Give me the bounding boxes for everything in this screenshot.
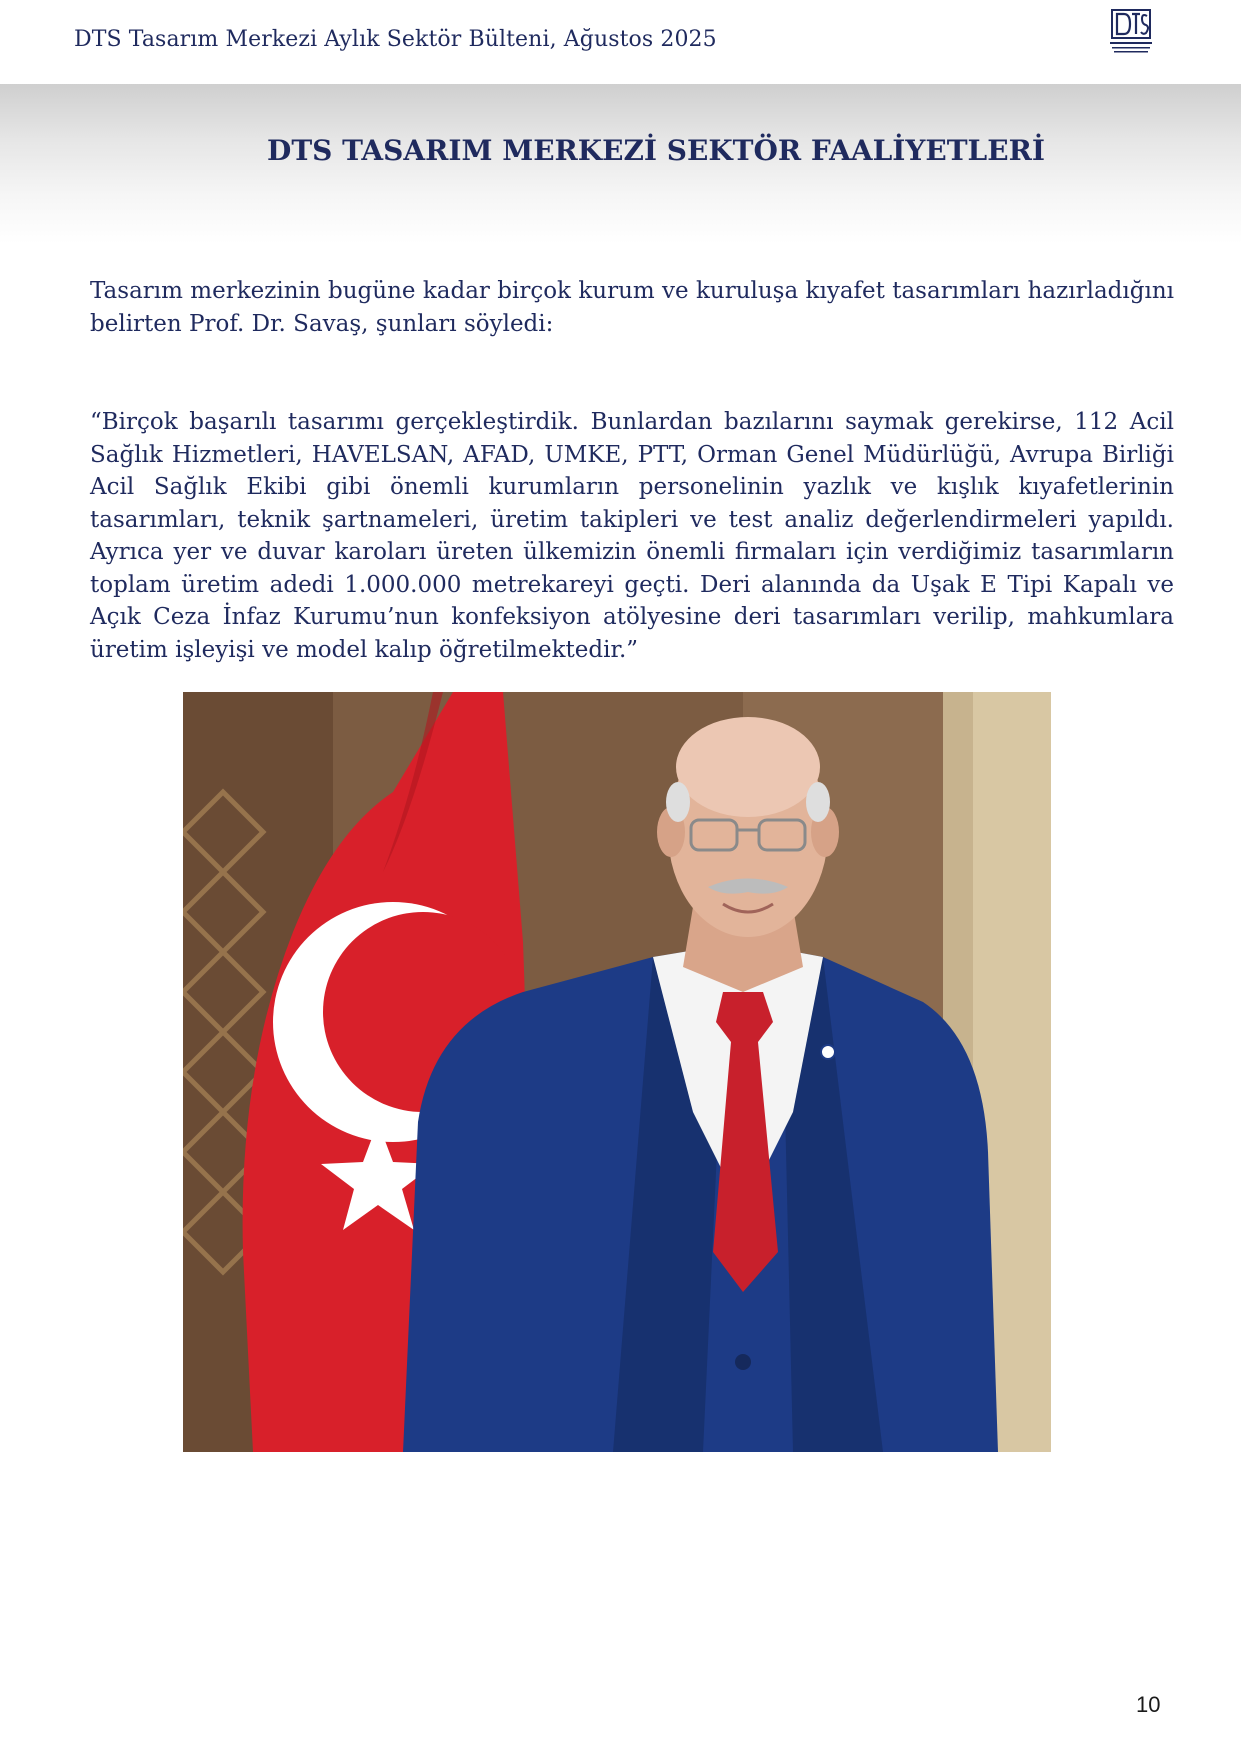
dts-logo-icon xyxy=(1106,8,1156,56)
page-number: 10 xyxy=(1136,1692,1161,1717)
portrait-illustration xyxy=(183,692,1051,1452)
quote-paragraph: “Birçok başarılı tasarımı gerçekleştirdik. Bunlardan bazılarını saymak gerekirse, 112 Acil Sağlık Hizmetleri, HAVELSAN, AFAD, UMKE, PTT, Orman Genel Müdürlüğü, Avrupa Birliği Acil Sağlık Ekibi gibi önemli kurumların personelinin yazlık ve kışlık kıyafetlerinin tasarımları, teknik şartnameleri, üretim takipleri ve test analiz değerlendirmeleri yapıldı. Ayrıca yer ve duvar karoları üreten ülkemizin önemli firmaları için verdiğimiz tasarımların toplam üretim adedi 1.000.000 metrekareyi geçti. Deri alanında da Uşak E Tipi Kapalı ve Açık Ceza İnfaz Kurumu’nun konfeksiyon atölyesine deri tasarımları verilip, mahkumlara üretim işleyişi ve model kalıp öğretilmektedir.” xyxy=(90,409,1174,663)
portrait-photo xyxy=(183,692,1051,1452)
page-header xyxy=(0,0,1241,84)
intro-paragraph: Tasarım merkezinin bugüne kadar birçok kurum ve kuruluşa kıyafet tasarımları hazırladığını belirten Prof. Dr. Savaş, şunları söyledi: xyxy=(90,278,1174,337)
section-title: DTS TASARIM MERKEZİ SEKTÖR FAALİYETLERİ xyxy=(267,134,1045,167)
bulletin-title: DTS Tasarım Merkezi Aylık Sektör Bülteni, Ağustos 2025 xyxy=(74,27,717,52)
